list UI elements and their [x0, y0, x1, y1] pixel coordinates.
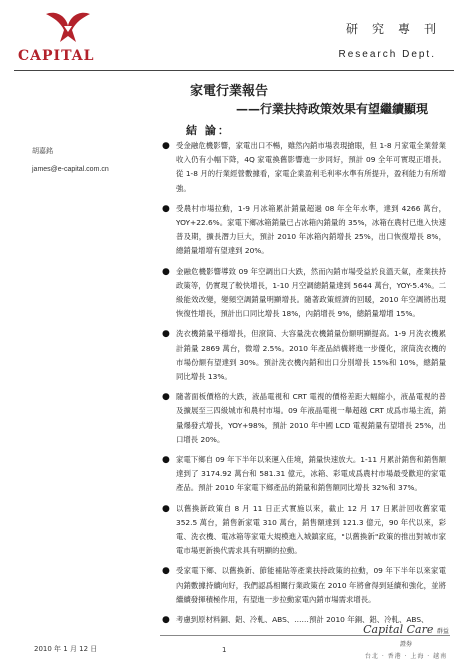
conclusion-heading: 結 論：: [186, 124, 231, 137]
report-title: 家電行業報告: [190, 84, 269, 99]
list-item: [160, 564, 446, 607]
bullet-icon: ●: [162, 615, 170, 626]
report-date: 2010 年 1 月 12 日: [34, 645, 98, 653]
bullet-text: 考慮到原材料銅、鋁、冷軋、ABS、……預計 2010 年銅、鋁、冷軋、ABS、: [176, 615, 429, 625]
report-subtitle: ——行業扶持政策效果有望繼續顯現: [236, 102, 429, 116]
bullet-text: 受農村市場拉動，1-9 月冰箱累計銷量超過 08 年全年水準，達到 4266 萬台，YOY+22.6%。家電下鄉冰箱銷量已占冰箱內銷量的 35%，冰箱在農村已進入快速普及期，擴長潛力巨大，預計 2010 年冰箱內銷增長 25%，出口恢復增長 8%，總銷量增增有望達到 20%。: [176, 203, 446, 256]
logo-text: CAPITAL: [18, 48, 95, 64]
list-item: [160, 327, 446, 384]
eagle-logo-icon: [42, 8, 94, 48]
analyst-email[interactable]: james@e-capital.com.cn: [32, 166, 109, 173]
analyst-info: [32, 146, 109, 173]
bullet-icon: ●: [162, 329, 170, 340]
list-item: [160, 202, 446, 259]
bullet-icon: ●: [162, 203, 170, 214]
brand-cn: 群益證券: [399, 628, 449, 648]
list-item: [160, 390, 446, 447]
bullet-icon: ●: [162, 455, 170, 466]
company-logo: [14, 8, 134, 68]
bullet-text: 家電下鄉自 09 年下半年以來運入佳境，銷量快速放大。1-11 月累計銷售和銷售額達到了 3174.92 萬台和 581.31 億元，冰箱、彩電成爲農村市場最受歡迎的家電產品。預計 2010 年家電下鄉產品的銷量和銷售額同比增長 32%和 37%。: [176, 455, 446, 493]
bullet-text: 金融危機影響導致 09 年空調出口大跌，然而內銷市場受益於良溫天氣，產業扶持政策等，仍實現了較快增長，1-10 月空調總銷量達到 5644 萬台，YOY-5.4%。二級能效改變，變頻空調銷量明顯增長。隨著政策經濟的回暖，2010 年空調將出現恢復性增長，預計出口同比增長 18%，內銷增長 9%，總銷量增增 15%。: [176, 266, 446, 319]
brand-script: [362, 623, 450, 649]
analyst-name: 胡嘉銘: [32, 147, 53, 155]
report-type-cn: 研究專刊: [345, 22, 450, 36]
list-item: [160, 265, 446, 322]
office-cities: 台北 · 香港 · 上海 · 越南: [364, 653, 448, 660]
footer-brand: [362, 623, 450, 660]
bullet-text: 受金融危機影響，家電出口不暢，雖然內銷市場表現搶眼，但 1-8 月家電全業營業收入仍有小幅下降，4Q 家電換舊影響進一步同好，預計 09 全年可實現正增長。從 1-8 月的行業經營數據看，家電企業盈利毛利率水準有所提升，盈利能力有所增強。: [176, 141, 446, 193]
brand-script-text: Capital Care: [363, 623, 434, 636]
bullet-icon: ●: [162, 503, 170, 514]
report-header: [338, 20, 450, 60]
header-divider: [14, 70, 454, 71]
bullet-text: 洗衣機銷量平穩增長，但滾筒、大容量洗衣機銷量份額明顯提高。1-9 月洗衣機累計銷量 2869 萬台，微增 2.5%。2010 年產品結構將進一步優化，滾筒洗衣機的市場份額有望達到 30%。預計洗衣機內銷和出口分別增長 15%和 10%，總銷量同比增長 13%。: [176, 329, 446, 382]
list-item: [160, 502, 446, 559]
page-number: 1: [222, 646, 227, 654]
report-type-en: Research Dept.: [338, 49, 436, 60]
bullet-text: 隨著面板價格的大跌，液晶電視和 CRT 電視的價格差距大幅縮小，液晶電視的普及擴展至三四級城市和農村市場。09 年液晶電視一舉超越 CRT 成爲市場主流，銷量爆發式增長，YOY+98%，預計 2010 年中國 LCD 電視銷量有望增長 25%，出口增長 20%。: [176, 392, 446, 444]
list-item: [160, 139, 446, 196]
conclusion-list: [160, 139, 446, 633]
list-item: [160, 453, 446, 496]
bullet-icon: ●: [162, 141, 170, 151]
bullet-icon: ●: [162, 266, 170, 277]
bullet-icon: ●: [162, 566, 170, 577]
bullet-text: 受家電下鄉、以舊換新、節能補貼等產業扶持政策的拉動，09 年下半年以來家電內銷數據持續向好，我們認爲相關行業政策在 2010 年將會得到延續和強化，並將繼續發揮積極作用，有望進一步拉動家電內銷市場需求增長。: [176, 566, 446, 604]
bullet-text: 以舊換新政策自 8 月 11 日正式實施以來，截止 12 月 17 日累計回收舊家電 352.5 萬台，銷售新家電 310 萬台，銷售額達到 121.3 億元，90 年代以來，彩電、洗衣機、電冰箱等家電大規模進入城鎮家庭，"以舊換新"政策的推出對城市家電市場更新換代需求具有明顯的拉動。: [176, 503, 446, 556]
bullet-icon: ●: [162, 392, 170, 403]
